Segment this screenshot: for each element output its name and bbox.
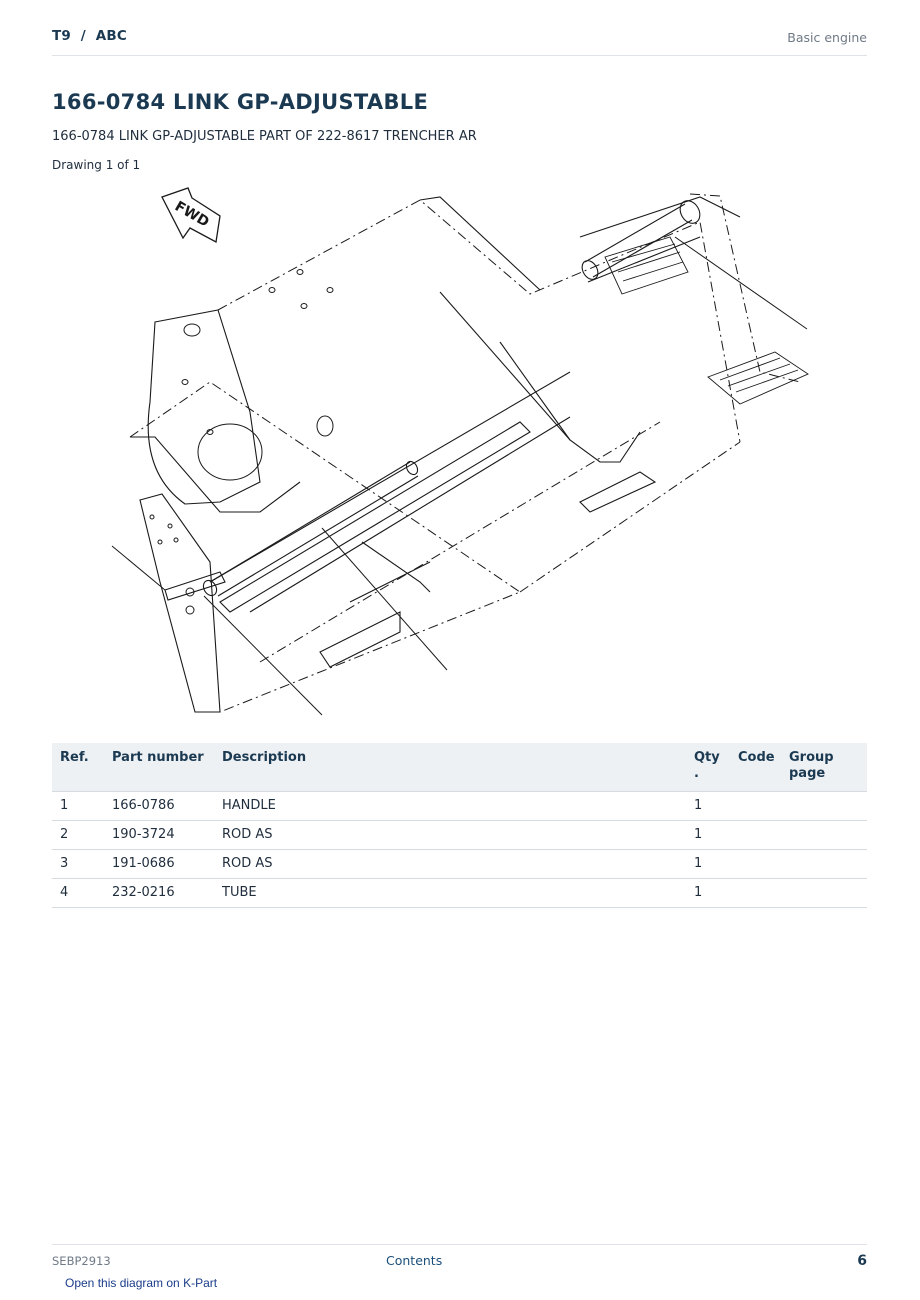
table-row <box>52 879 867 908</box>
col-code: Code <box>730 743 781 792</box>
row-part-number[interactable]: 232-0216 <box>104 879 214 908</box>
row-group-page <box>781 792 867 821</box>
row-group-page <box>781 850 867 879</box>
row-part-number[interactable]: 190-3724 <box>104 821 214 850</box>
row-ref: 3 <box>52 850 104 879</box>
page-footer <box>52 1244 867 1273</box>
parts-table-header <box>52 743 867 792</box>
contents-link[interactable]: Contents <box>386 1253 443 1268</box>
row-description: ROD AS <box>214 850 686 879</box>
row-description: ROD AS <box>214 821 686 850</box>
drawing-label: Drawing 1 of 1 <box>52 158 141 172</box>
row-code <box>730 879 781 908</box>
row-group-page <box>781 879 867 908</box>
holes <box>150 270 333 615</box>
section-name: Basic engine <box>787 30 867 45</box>
col-ref: Ref. <box>52 743 104 792</box>
document-id: SEBP2913 <box>52 1254 111 1268</box>
row-code <box>730 850 781 879</box>
frame-body <box>130 197 740 712</box>
row-qty: 1 <box>686 850 730 879</box>
breadcrumb[interactable]: T9 / ABC <box>52 28 127 44</box>
col-part-number: Part number <box>104 743 214 792</box>
kpart-link[interactable]: Open this diagram on K-Part <box>65 1276 218 1290</box>
row-code <box>730 821 781 850</box>
parts-diagram <box>100 182 820 722</box>
page-subtitle: 166-0784 LINK GP-ADJUSTABLE PART OF 222-8617 TRENCHER AR <box>52 129 477 144</box>
col-description: Description <box>214 743 686 792</box>
row-ref: 2 <box>52 821 104 850</box>
row-description: HANDLE <box>214 792 686 821</box>
fwd-arrow-icon <box>162 188 220 242</box>
row-ref: 4 <box>52 879 104 908</box>
page-header <box>52 28 867 56</box>
callout-lines <box>112 237 807 715</box>
page-title: 166-0784 LINK GP-ADJUSTABLE <box>52 90 429 114</box>
page-number: 6 <box>857 1253 867 1269</box>
table-row <box>52 792 867 821</box>
row-qty: 1 <box>686 821 730 850</box>
col-group-page: Group page <box>781 743 867 792</box>
row-part-number[interactable]: 166-0786 <box>104 792 214 821</box>
row-group-page <box>781 821 867 850</box>
parts-table <box>52 743 867 908</box>
row-qty: 1 <box>686 792 730 821</box>
row-code <box>730 792 781 821</box>
table-row <box>52 821 867 850</box>
row-description: TUBE <box>214 879 686 908</box>
col-qty: Qty . <box>686 743 730 792</box>
table-row <box>52 850 867 879</box>
row-part-number[interactable]: 191-0686 <box>104 850 214 879</box>
fwd-label: FWD <box>171 198 212 231</box>
row-qty: 1 <box>686 879 730 908</box>
frame-outline <box>130 194 800 712</box>
steps <box>605 237 808 404</box>
row-ref: 1 <box>52 792 104 821</box>
